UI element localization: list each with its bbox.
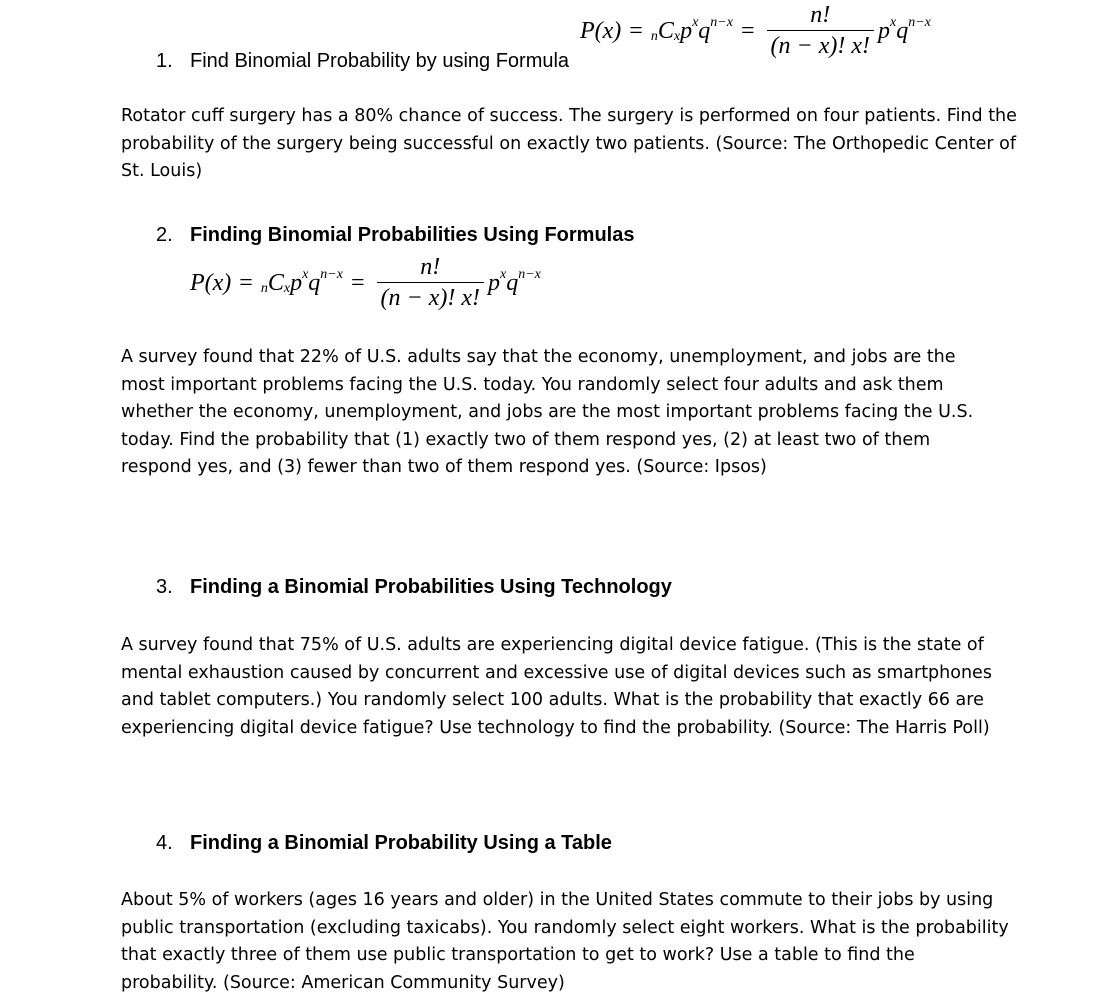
binomial-formula-2: P(x) = $_n$ C $_x$ p $^x$ q $^{n-x}$ = $\frac{n!}{(n - x)! x!}$ p $^x$ q $^{n-x}$ (190, 254, 541, 311)
fraction: $\frac{n!}{(n - x)! x!}$ (377, 254, 484, 312)
section-2-title: 2. Finding Binomial Probabilities Using Formulas (156, 224, 635, 246)
section-3-title: 3. Finding a Binomial Probabilities Using Technology (156, 576, 672, 598)
section-1-title: 1. Find Binomial Probability by using Formula (156, 50, 570, 72)
section-4-body: About 5% of workers (ages 16 years and older) in the United States commute to their jobs by using public transportation (excluding taxicabs). You randomly select eight workers. What is the probability that exactly three of them use public transportation to get to work? Use a table to find the probability. (Source: American Community Survey) (121, 890, 1009, 993)
section-4-title: 4. Finding a Binomial Probability Using a Table (156, 832, 612, 854)
section-1-body: Rotator cuff surgery has a 80% chance of success. The surgery is performed on four patients. Find the probability of the surgery being successful on exactly two patients. (Source: The Orthopedic Center of St. Louis) (121, 106, 1017, 181)
fraction: $\frac{n!}{(n - x)! x!}$ (767, 2, 874, 60)
section-3-body: A survey found that 75% of U.S. adults are experiencing digital device fatigue. (This is the state of mental exhaustion caused by concurrent and excessive use of digital devices such as smartphones and tablet computers.) You randomly select 100 adults. What is the probability that exactly 66 are experiencing digital device fatigue? Use technology to find the probability. (Source: The Harris Poll) (121, 635, 992, 738)
binomial-formula-1: P(x) = $_n$ C $_x$ p $^x$ q $^{n-x}$ = $\frac{n!}{(n - x)! x!}$ p $^x$ q $^{n-x}$ (580, 2, 931, 59)
section-2-body: A survey found that 22% of U.S. adults say that the economy, unemployment, and jobs are the most important problems facing the U.S. today. You randomly select four adults and ask them whether the economy, unemployment, and jobs are the most important problems facing the U.S. today. Find the probability that (1) exactly two of them respond yes, (2) at least two of them respond yes, and (3) fewer than two of them respond yes. (Source: Ipsos) (121, 347, 974, 477)
